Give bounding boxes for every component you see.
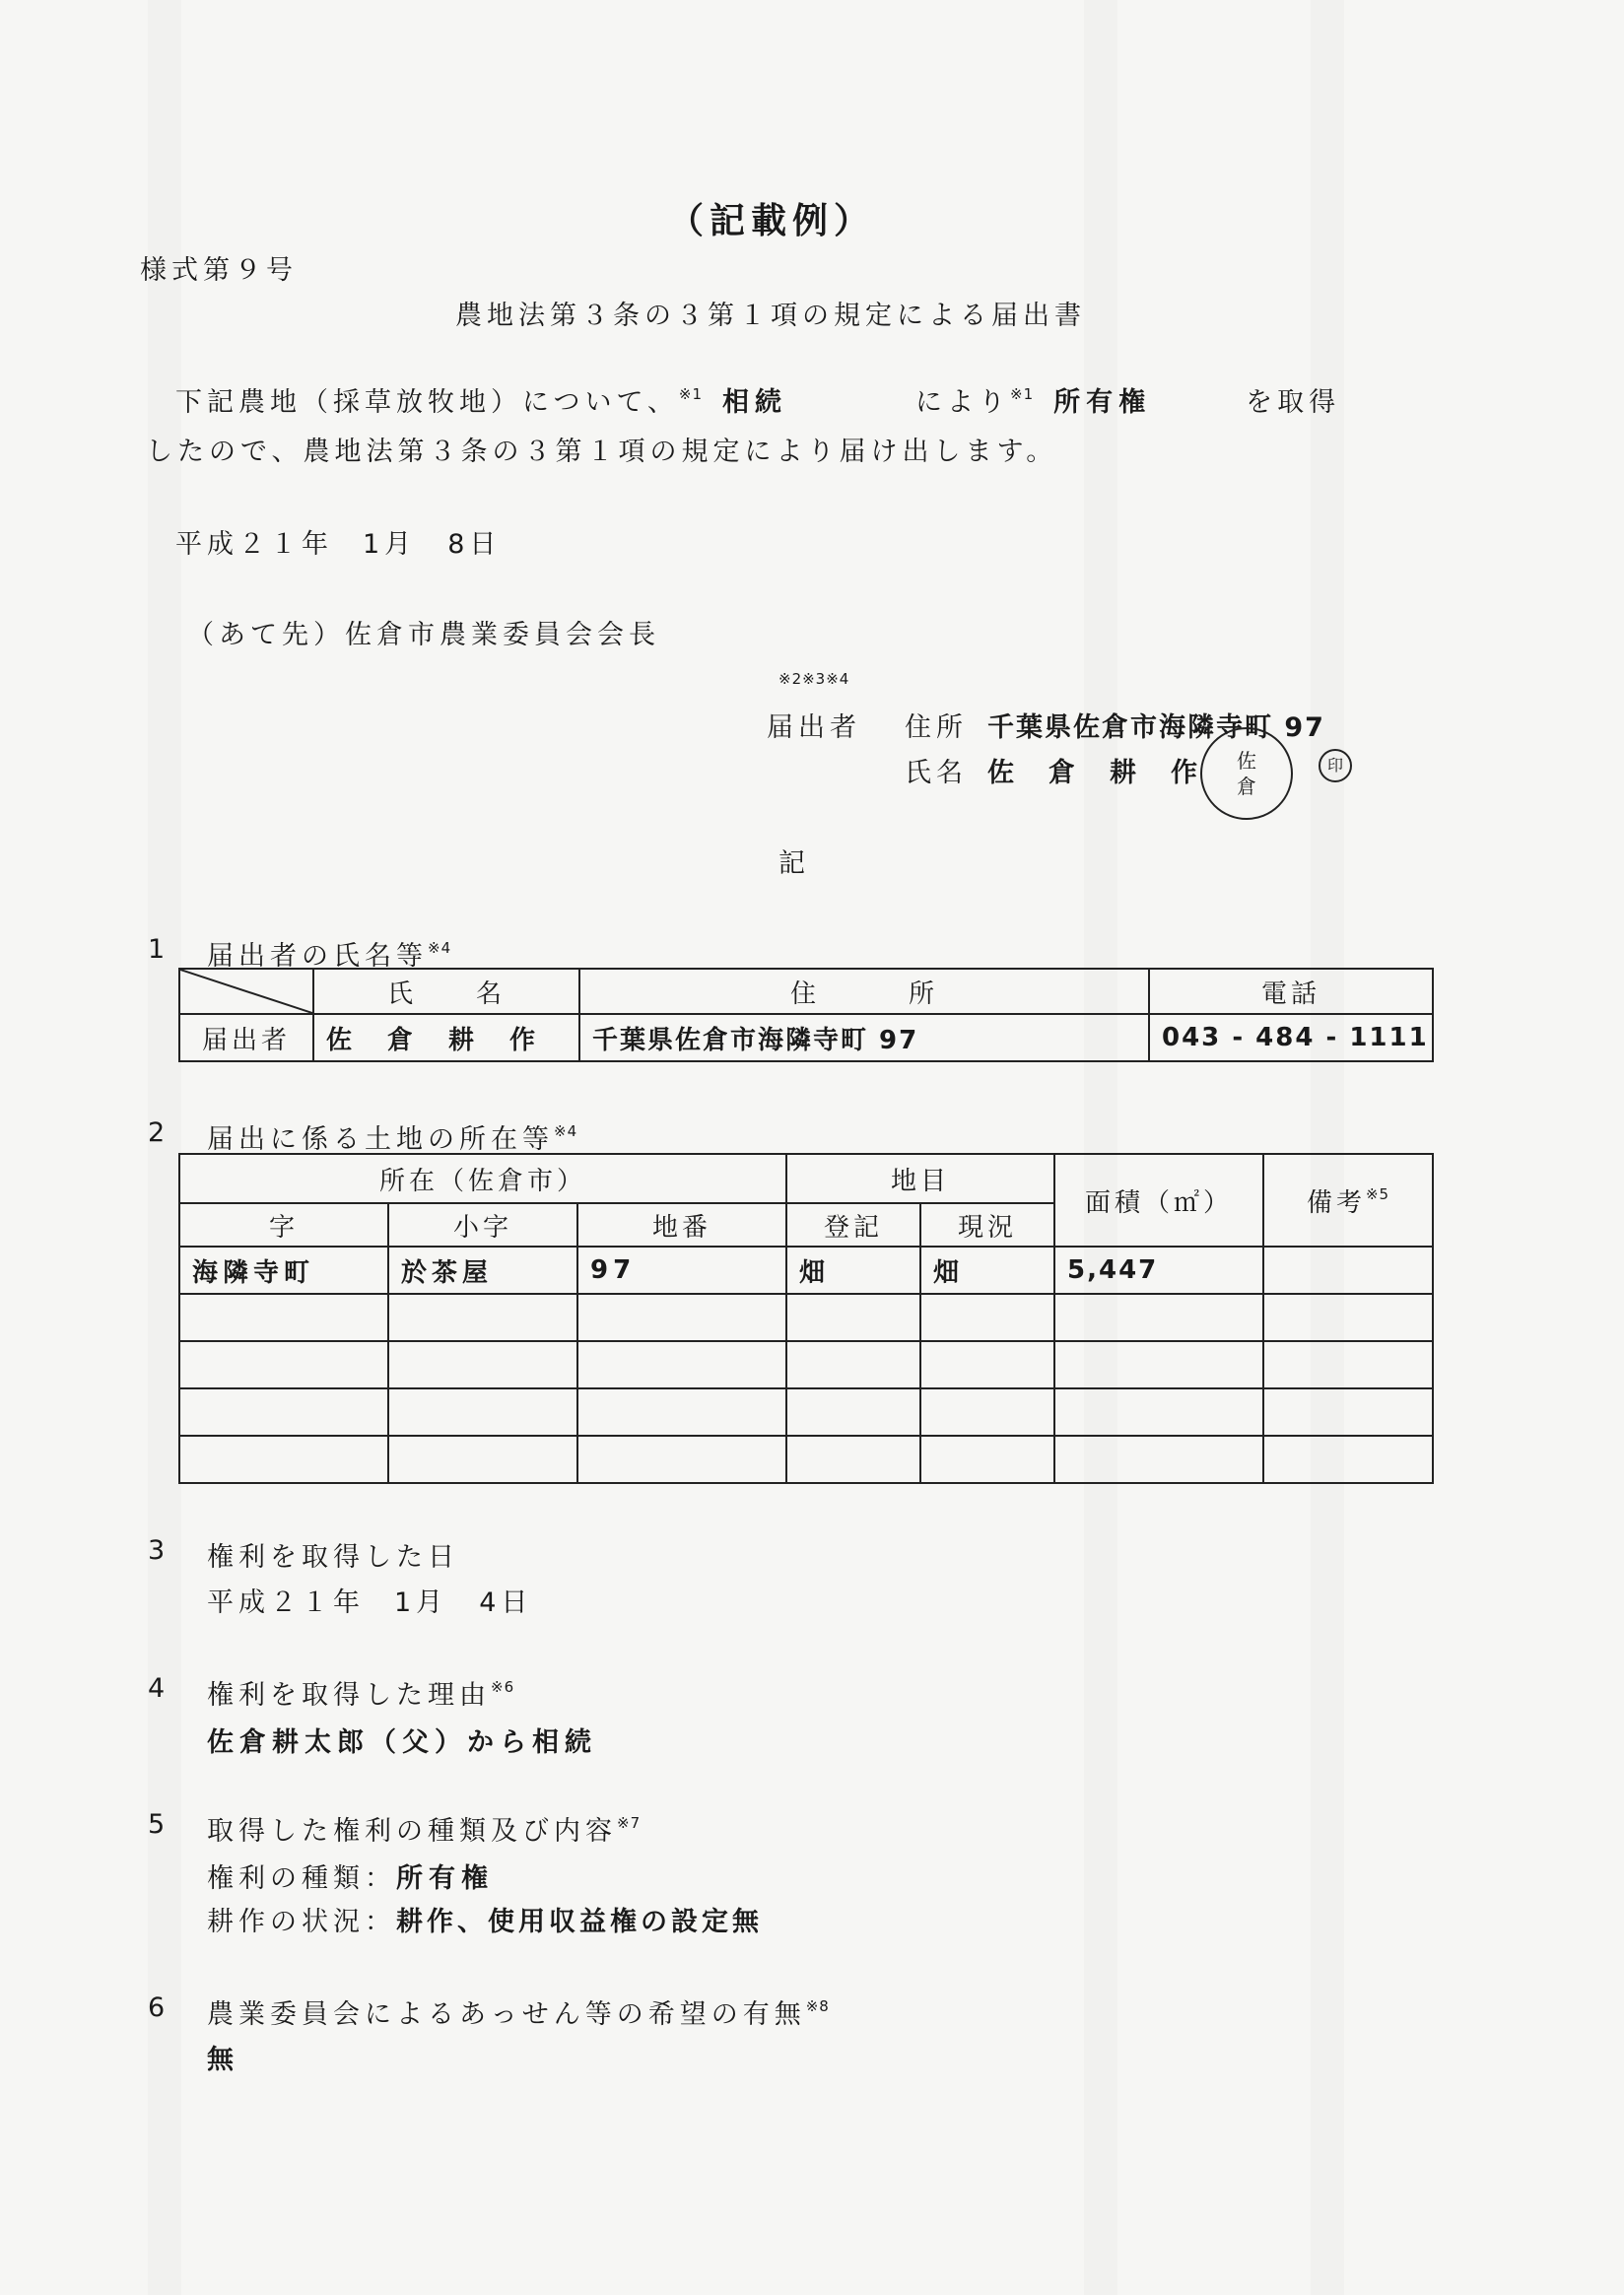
personal-seal [1200, 727, 1293, 820]
intro-right: 所有権 [1053, 387, 1152, 418]
intro-text-3: を取得 [1246, 387, 1341, 418]
note-ref: ※8 [805, 1997, 830, 2015]
cultivation-value: 耕作、使用収益権の設定無 [396, 1907, 763, 1937]
intro-line-1 [175, 380, 1340, 419]
header-koaza: 小字 [388, 1203, 577, 1247]
header-current: 現況 [920, 1203, 1054, 1247]
right-kind-line [207, 1856, 494, 1895]
cell-aza: 海隣寺町 [179, 1247, 388, 1294]
note-ref: ※6 [491, 1678, 515, 1696]
cell-area: 5,447 [1054, 1247, 1263, 1294]
date-era: 平成２１年 [175, 529, 333, 560]
acquisition-date [207, 1581, 532, 1619]
section-6-number: 6 [148, 1992, 170, 2023]
notifier-table [178, 968, 1434, 1062]
form-number: 様式第９号 [140, 255, 298, 286]
section-4-heading [207, 1673, 514, 1712]
addressee: （あて先）佐倉市農業委員会会長 [187, 620, 660, 650]
cultivation-label: 耕作の状況： [207, 1907, 396, 1937]
section-2-heading [207, 1117, 577, 1156]
date-month: 1月 [363, 529, 417, 560]
table-row [179, 1341, 1433, 1388]
remarks-title: 備考 [1306, 1187, 1366, 1218]
section-2-number: 2 [148, 1117, 170, 1148]
notifier-name: 佐 倉 耕 作 [987, 758, 1201, 788]
table-row [179, 1014, 1433, 1061]
note-ref: ※4 [554, 1122, 578, 1140]
section-4-number: 4 [148, 1673, 170, 1704]
document-title: 農地法第３条の３第１項の規定による届出書 [455, 301, 1086, 331]
table-row [179, 1388, 1433, 1436]
section-5-title: 取得した権利の種類及び内容 [207, 1816, 617, 1847]
table-row [179, 1436, 1433, 1483]
date-day: 8日 [447, 529, 502, 560]
section-6-title: 農業委員会によるあっせん等の希望の有無 [207, 1999, 806, 2030]
header-name: 氏 名 [313, 969, 579, 1014]
header-area: 面積（㎡） [1054, 1154, 1263, 1247]
header-aza: 字 [179, 1203, 388, 1247]
table-row [179, 1247, 1433, 1294]
cell-phone: 043 - 484 - 1111 [1149, 1014, 1433, 1061]
table-row [179, 1294, 1433, 1341]
note-ref: ※1 [1010, 385, 1035, 403]
mediation-wish: 無 [207, 2045, 239, 2075]
notifier-label: 届出者 [767, 712, 861, 743]
notifier-notes: ※2※3※4 [778, 670, 850, 688]
right-kind-label: 権利の種類： [207, 1863, 396, 1894]
header-remarks [1263, 1154, 1433, 1247]
cell-koaza: 於茶屋 [388, 1247, 577, 1294]
cell-name: 佐 倉 耕 作 [313, 1014, 579, 1061]
note-ref: ※5 [1365, 1184, 1390, 1203]
right-kind-value: 所有権 [396, 1863, 494, 1894]
diagonal-header-cell [179, 969, 313, 1014]
intro-text-1: 下記農地（採草放牧地）について、 [175, 387, 679, 418]
section-3-number: 3 [148, 1535, 170, 1566]
header-phone: 電話 [1149, 969, 1433, 1014]
cell-address: 千葉県佐倉市海隣寺町 97 [579, 1014, 1149, 1061]
intro-text-2: により [915, 387, 1011, 418]
section-4-title: 権利を取得した理由 [207, 1680, 491, 1711]
header-registered: 登記 [786, 1203, 920, 1247]
section-5-number: 5 [148, 1809, 170, 1840]
cell-remarks [1263, 1247, 1433, 1294]
address-label: 住所 [905, 712, 968, 743]
name-label: 氏名 [905, 758, 968, 788]
seal-text: 佐 倉 [1237, 749, 1256, 798]
header-location: 所在（佐倉市） [179, 1154, 786, 1203]
notifier-address: 千葉県佐倉市海隣寺町 97 [987, 712, 1325, 743]
header-lot-number: 地番 [577, 1203, 786, 1247]
land-table [178, 1153, 1434, 1484]
section-1-title: 届出者の氏名等 [207, 941, 428, 972]
ki-heading: 記 [778, 848, 810, 879]
header-address: 住 所 [579, 969, 1149, 1014]
note-ref: ※7 [617, 1814, 642, 1832]
submission-date [175, 522, 501, 561]
row-label: 届出者 [179, 1014, 313, 1061]
cell-current: 畑 [920, 1247, 1054, 1294]
section-3-heading: 権利を取得した日 [207, 1542, 459, 1573]
intro-line-2: したので、農地法第３条の３第１項の規定により届け出します。 [146, 437, 1058, 467]
acquisition-reason: 佐倉耕太郎（父）から相続 [207, 1727, 597, 1758]
section-5-heading [207, 1809, 641, 1848]
acq-day: 4日 [479, 1587, 533, 1618]
section-2-title: 届出に係る土地の所在等 [207, 1124, 554, 1155]
intro-cause: 相続 [722, 387, 788, 418]
header-chimoku: 地目 [786, 1154, 1054, 1203]
section-1-number: 1 [148, 934, 170, 965]
section-6-heading [207, 1992, 830, 2031]
cell-registered: 畑 [786, 1247, 920, 1294]
acq-month: 1月 [394, 1587, 448, 1618]
cultivation-line [207, 1900, 763, 1938]
cell-lot-number: 97 [577, 1247, 786, 1294]
note-ref: ※4 [428, 939, 452, 957]
inn-mark: 印 [1319, 749, 1352, 782]
note-ref: ※1 [678, 385, 704, 403]
example-title: （記載例） [668, 201, 876, 241]
acq-era: 平成２１年 [207, 1587, 365, 1618]
